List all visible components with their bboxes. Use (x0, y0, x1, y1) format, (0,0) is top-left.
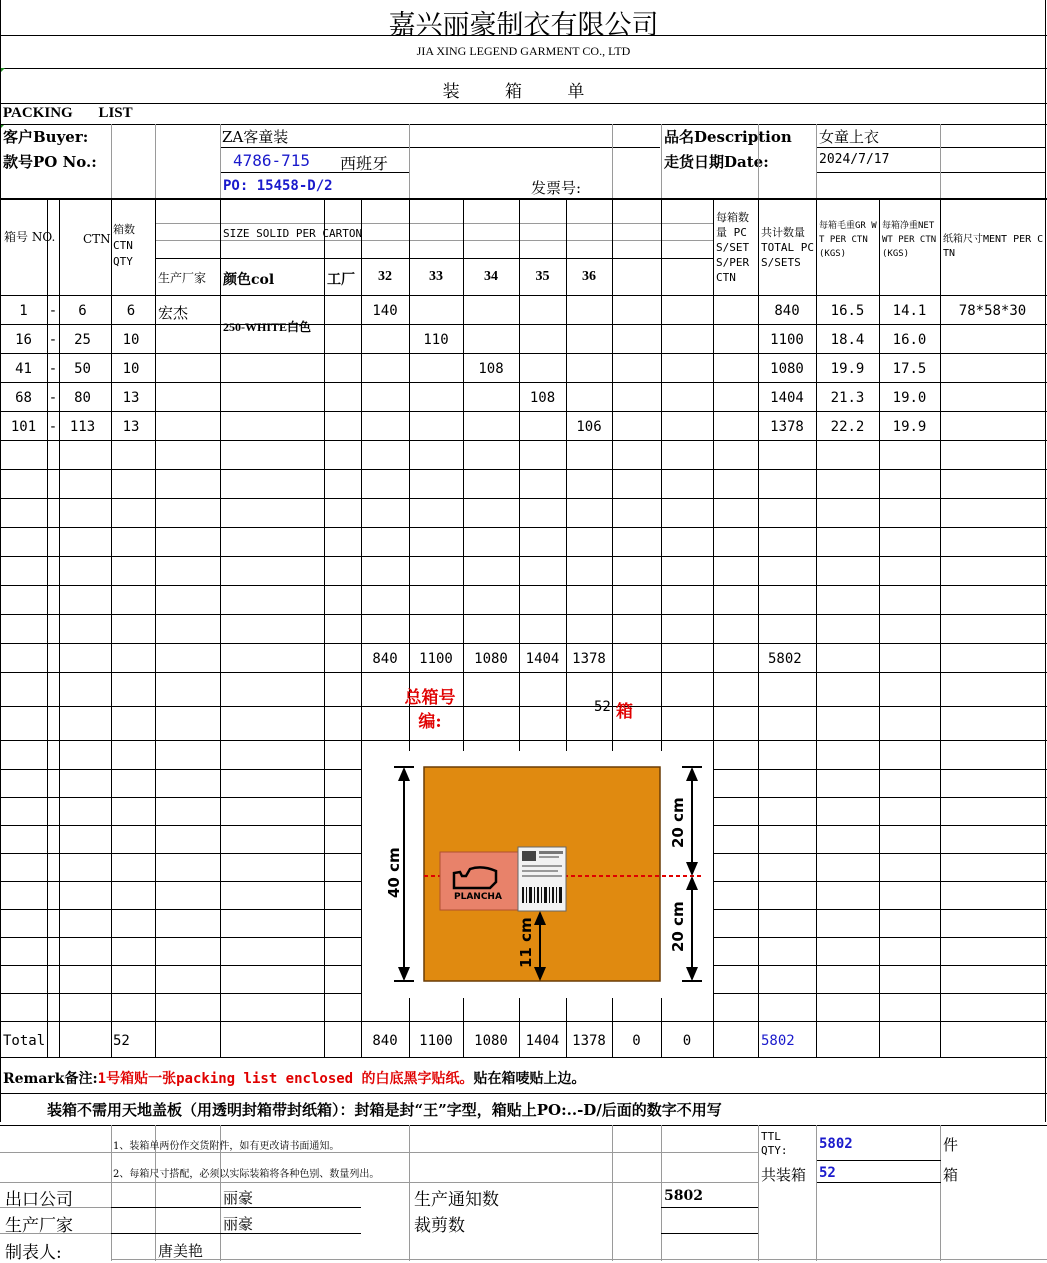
box-count-unit: 箱 (616, 702, 633, 722)
row-from: 41 (15, 361, 32, 377)
factory-value: 丽豪 (223, 1215, 254, 1233)
box-count-label-line1: 总箱号 (404, 688, 456, 708)
row-size-pcs: 110 (423, 332, 449, 348)
diagram-top-label: 20 cm (669, 797, 687, 848)
company-name-en: JIA XING LEGEND GARMENT CO., LTD (416, 44, 631, 58)
arrow-head-icon (686, 967, 698, 981)
total-size: 1080 (474, 1033, 508, 1049)
row-to: 113 (69, 419, 96, 435)
remark-label: Remark备注: (3, 1071, 98, 1087)
row-qty: 13 (122, 419, 140, 435)
ttl-qty-value: 5802 (819, 1136, 853, 1152)
subtotal-size: 840 (372, 651, 398, 667)
row-gross-wt: 16.5 (830, 303, 865, 319)
row-dash: - (48, 303, 58, 319)
total-label: Total (3, 1033, 46, 1049)
invoice-label: 发票号: (531, 179, 582, 197)
doc-title-cn: 装 箱 单 (442, 82, 605, 102)
total-size: 1378 (572, 1033, 606, 1049)
arrow-head-icon (398, 967, 410, 981)
ttl-ctn-unit: 箱 (943, 1166, 959, 1184)
export-value: 丽豪 (223, 1189, 254, 1207)
box-count-label-line2: 编: (418, 712, 442, 732)
row-net-wt: 17.5 (892, 361, 927, 377)
row-size-pcs: 108 (478, 361, 504, 377)
col-ctn: CTN (83, 232, 111, 246)
arrow-head-icon (686, 876, 698, 890)
diagram-offset-label: 11 cm (517, 917, 535, 968)
row-from: 101 (10, 419, 37, 435)
header-divider (0, 68, 1047, 69)
row-dash: - (48, 361, 58, 377)
cut-label: 裁剪数 (414, 1216, 465, 1236)
remark-line-2: 装箱不需用天地盖板（用透明封箱带封纸箱）：封箱是封“王”字型，箱贴上PO:..-D/后面的数字不用写 (47, 1101, 722, 1119)
row-net-wt: 14.1 (892, 303, 927, 319)
row-net-wt: 19.0 (892, 390, 927, 406)
po-number: 4786-715 (233, 151, 311, 170)
row-dash: - (48, 390, 58, 406)
col-ctn-no: 箱号 NO. (4, 230, 56, 244)
row-size-pcs: 108 (529, 390, 556, 406)
po-label: 款号PO No.: (3, 153, 97, 171)
carton-label-diagram (362, 751, 713, 998)
subtotal-size: 1378 (572, 651, 606, 667)
company-name-cn: 嘉兴丽豪制衣有限公司 (388, 10, 659, 41)
description-label: 品名Description (664, 128, 792, 146)
row-to: 25 (74, 332, 91, 348)
ttl-ctn-value: 52 (819, 1165, 836, 1181)
po-line: PO: 15458-D/2 (223, 178, 333, 194)
col-ctn-qty: 箱数 CTN QTY (113, 223, 135, 268)
size-header-33: 33 (429, 269, 443, 284)
row-total: 1378 (770, 419, 804, 435)
arrow-head-icon (686, 767, 698, 781)
row-size-pcs: 140 (372, 303, 398, 319)
note-2: 2、每箱尺寸搭配，必须以实际装箱将各种色别、数量列出。 (113, 1169, 380, 1180)
carton-diagram-svg (362, 751, 713, 998)
row-to: 6 (78, 303, 87, 319)
row-factory: 宏杰 (158, 304, 189, 322)
subtotal-total: 5802 (768, 651, 802, 667)
row-total: 1100 (770, 332, 804, 348)
col-total-pcs: 共计数量 TOTAL PCS/SETS (761, 226, 814, 269)
row-dash: - (48, 332, 58, 348)
note-1: 1、装箱单两份作交货附件，如有更改请书面通知。 (113, 1141, 340, 1152)
buyer-label: 客户Buyer: (3, 128, 89, 146)
buyer-value: ZA客童装 (222, 128, 289, 146)
total-size: 1100 (419, 1033, 453, 1049)
row-qty: 10 (122, 361, 140, 377)
factory-label: 生产厂家 (5, 1216, 73, 1236)
row-qty: 13 (122, 390, 140, 406)
row-qty: 10 (122, 332, 140, 348)
remark-black-text: 贴在箱唛贴上边。 (473, 1071, 586, 1087)
plancha-text: PLANCHA (454, 892, 502, 902)
row-gross-wt: 22.2 (830, 419, 865, 435)
box-count-value: 52 (594, 699, 611, 715)
header-divider (0, 35, 1047, 36)
row-qty: 6 (126, 303, 136, 319)
notice-label: 生产通知数 (414, 1190, 499, 1210)
size-header-35: 35 (535, 269, 550, 284)
diagram-bottom-label: 20 cm (669, 901, 687, 952)
total-size: 1404 (525, 1033, 560, 1049)
col-color: 颜色col (223, 272, 275, 288)
col-net-wt: 每箱净重NET WT PER CTN (KGS) (882, 221, 937, 259)
row-to: 80 (74, 390, 91, 406)
box-count-label (380, 686, 480, 734)
col-plant: 工厂 (327, 272, 355, 288)
arrow-head-icon (398, 767, 410, 781)
size-header-32: 32 (378, 269, 392, 284)
col-factory: 生产厂家 (158, 271, 207, 285)
remark-line-1 (3, 1068, 586, 1088)
row-total: 840 (774, 303, 800, 319)
total-ctn: 52 (113, 1033, 130, 1049)
row-from: 68 (15, 390, 32, 406)
diagram-height-label: 40 cm (385, 847, 403, 898)
row-net-wt: 16.0 (892, 332, 927, 348)
size-header-34: 34 (484, 269, 498, 284)
date-label: 走货日期Date: (664, 153, 769, 171)
header-divider (0, 103, 1047, 104)
row-carton-size: 78*58*30 (958, 303, 1027, 319)
row-from: 16 (15, 332, 32, 348)
total-size: 840 (372, 1033, 398, 1049)
row-net-wt: 19.9 (892, 419, 927, 435)
row-color: 250-WHITE白色 (223, 320, 312, 334)
row-gross-wt: 18.4 (830, 332, 865, 348)
subtotal-size: 1404 (525, 651, 560, 667)
date-value: 2024/7/17 (819, 152, 890, 167)
col-size-solid: SIZE SOLID PER CARTON (223, 227, 363, 240)
col-carton-size: 纸箱尺寸MENT PER CTN (943, 234, 1044, 259)
maker-value: 唐美艳 (158, 1242, 204, 1260)
arrow-head-icon (686, 862, 698, 876)
col-pcs-per-ctn: 每箱数量 PCS/SETS/PER CTN (716, 211, 750, 284)
row-from: 1 (19, 303, 28, 319)
doc-title-en: PACKING LIST (3, 105, 133, 121)
size-header-36: 36 (582, 269, 596, 284)
description-value: 女童上衣 (819, 128, 880, 146)
po-country: 西班牙 (340, 154, 389, 173)
subtotal-size: 1080 (474, 651, 508, 667)
row-gross-wt: 19.9 (830, 361, 865, 377)
total-pcs: 5802 (761, 1033, 795, 1049)
maker-label: 制表人: (5, 1243, 62, 1263)
remark-red-text: 1号箱贴一张packing list enclosed 的白底黑字贴纸。 (97, 1071, 474, 1087)
row-total: 1404 (770, 390, 804, 406)
total-size: 0 (632, 1033, 641, 1049)
row-to: 50 (74, 361, 91, 377)
row-total: 1080 (770, 361, 804, 377)
row-gross-wt: 21.3 (830, 390, 865, 406)
col-gross-wt: 每箱毛重GR WT PER CTN (KGS) (819, 221, 877, 259)
subtotal-size: 1100 (419, 651, 453, 667)
ttl-qty-label: TTL QTY: (761, 1130, 788, 1157)
ttl-qty-unit: 件 (943, 1136, 959, 1154)
notice-value: 5802 (664, 1188, 703, 1204)
row-dash: - (48, 419, 58, 435)
total-size: 0 (682, 1033, 692, 1049)
export-label: 出口公司 (5, 1190, 73, 1210)
ttl-ctn-label: 共装箱 (761, 1166, 807, 1184)
row-size-pcs: 106 (576, 419, 602, 435)
